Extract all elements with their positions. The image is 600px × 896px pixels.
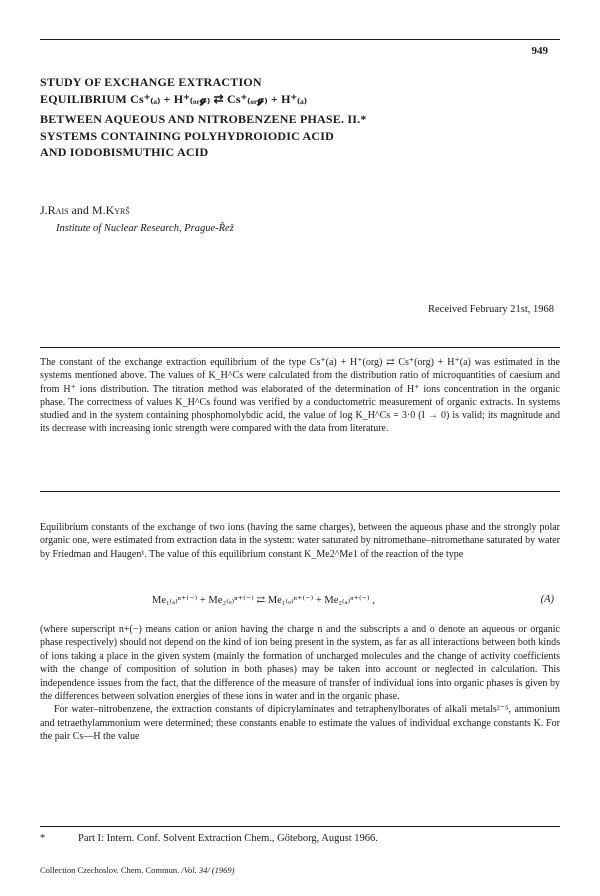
title-equation: Cs⁺₍ₐ₎ + H⁺₍ₒᵣ𝓰₎ ⇄ Cs⁺₍ₒᵣ𝓰₎ + H⁺₍ₐ₎ [130,91,308,106]
journal-name: Collection Czechoslov. Chem. Commun. [40,865,182,875]
title-line-3: BETWEEN AQUEOUS AND NITROBENZENE PHASE. II.* [40,112,367,126]
footnote-text: Part I: Intern. Conf. Solvent Extraction Chem., Göteborg, August 1966. [78,833,378,844]
author-1-initial: J. [40,203,48,217]
equation-label: (A) [540,594,554,605]
paragraph-1-text: Equilibrium constants of the exchange of two ions (having the same charges), between the aqueous phase and the strongly polar organic one, were estimated from extraction data in the system: water saturated by nitromethane–nitromethane saturated by water by Friedman and Haugen¹. The value of this equilibrium constant K_Me2^Me1 of the reaction of the type [40,522,560,560]
paragraph-3-text: For water–nitrobenzene, the extraction constants of dipicrylaminates and tetraphenylborates of alkali metals²⁻⁵, ammonium and tetraethylammonium were determined; these constants enable to estimate the values of individual exchange constants K. For the pair Cs—H the value [40,704,560,743]
page-number: 949 [531,45,548,57]
journal-volume: /Vol. 34/ (1969) [181,865,235,875]
title-line-2 [40,91,550,108]
body-paragraphs-2-3 [40,623,560,744]
article-title [40,74,550,161]
title-line-2-prefix: EQUILIBRIUM [40,91,131,106]
author-1-name: Rais [47,203,69,217]
received-date: Received February 21st, 1968 [428,304,554,315]
title-line-4: SYSTEMS CONTAINING POLYHYDROIODIC ACID [40,128,334,143]
title-line-1: STUDY OF EXCHANGE EXTRACTION [40,75,262,89]
top-rule [40,39,560,40]
author-2-initial: M. [91,203,106,217]
author-2-name: Kyrš [105,203,130,217]
abstract-bottom-rule [40,491,560,492]
title-line-5: AND IODOBISMUTHIC ACID [40,145,209,159]
footnote-rule [40,826,560,827]
affiliation: Institute of Nuclear Research, Prague-Řež [56,223,234,234]
abstract-top-rule [40,347,560,348]
authors [40,203,130,218]
paragraph-2-text: (where superscript n+(−) means cation or anion having the charge n and the subscripts a and o denote an aqueous or organic phase respectively) should not depend on the kind of ion being present in the system, as far as all interactions between both kinds of ions taking a place in the given system (mainly the formation of uncharged molecules and the change of activity coefficients with the change of composition of solution in both phases) may be taken into account or neglected in calculation. This independence issues from the fact, that the difference of the measure of transfer of individual ions into organic phases is given by the differences between solvation energies of these ions in water and in the organic phase. [40,624,560,703]
equation-text: Me₁₍ₐ₎ⁿ⁺⁽⁻⁾ + Me₂₍ₒ₎ⁿ⁺⁽⁻⁾ ⇄ Me₁₍ₒ₎ⁿ⁺⁽⁻⁾ + Me₂₍ₐ₎ⁿ⁺⁽⁻⁾ , [152,595,375,606]
footnote-marker: * [40,833,46,844]
abstract: The constant of the exchange extraction equilibrium of the type Cs⁺(a) + H⁺(org) ⇄ Cs⁺(org) + H⁺(a) was estimated in the systems mentioned above. The values of K_H^Cs were calculated from the distribution ratio of microquantities of caesium and from H⁺ ions distribution. The titration method was elaborated of the determination of H⁺ ions concentration in the organic phase. The correctness of values K_H^Cs found was verified by a conductometric measurement of organic extracts. In systems studied and in the system containing phosphomolybdic acid, the value of log K_H^Cs = 3·0 (I → 0) is valid; its magnitude and its decrease with increasing ionic strength were compared with the data from literature. [40,357,560,435]
equation-a [40,594,560,610]
body-paragraph-1 [40,521,560,561]
footnote [40,833,378,844]
authors-and: and [68,203,92,217]
journal-footer [40,865,234,875]
